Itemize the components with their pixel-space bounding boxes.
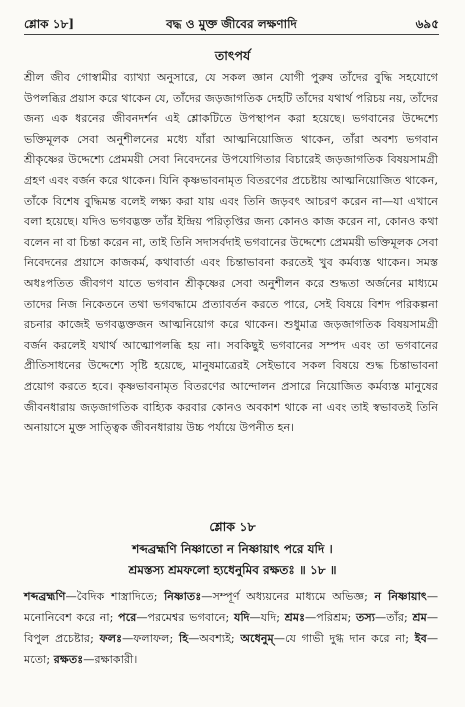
synonym-entry: তস্য—তাঁর;: [356, 610, 413, 624]
synonym-word: শ্রম: [412, 610, 427, 624]
synonym-word: ন নিষ্ণায়াৎ: [374, 589, 427, 603]
synonym-meaning: তাঁর: [386, 611, 405, 624]
synonym-word: অধেনুম্: [240, 631, 274, 645]
synonym-entry: রক্ষতঃ—রক্ষাকারী।: [53, 652, 138, 666]
header-verse-reference: শ্লোক ১৮]: [24, 17, 75, 31]
synonym-entry: যদি—যদি;: [234, 610, 285, 624]
synonym-word: যদি: [234, 610, 250, 624]
running-header: [24, 14, 439, 35]
synonym-meaning: ফলাফল: [133, 632, 170, 645]
synonym-meaning: বিপুল প্রচেষ্টার: [24, 632, 91, 645]
synonym-word: রক্ষতঃ: [53, 652, 84, 666]
synonym-entry: ন নিষ্ণায়াৎ—মনোনিবেশ করে না;: [24, 589, 438, 624]
synonym-entry: ইব—মতো;: [24, 631, 439, 666]
synonym-entry: পরে—পরমেশ্বর ভগবানে;: [118, 610, 235, 624]
synonym-meaning: যদি: [260, 611, 277, 624]
synonym-meaning: অবশ্যই: [199, 632, 231, 645]
purport-paragraph: শ্রীল জীব গোস্বামীর ব্যাখ্যা অনুসারে, যে সকল জ্ঞান যোগী পুরুষ তাঁদের বুদ্ধি সহযোগে উপলব্ধির প্রয়াস করে থাকেন যে, তাঁদের জড়জাগতিক দেহটি তাঁদের যথার্থ পরিচয় নয়, তাঁদের জন্য এক ধরনের জীবনদর্শন এই শ্লোকটিতে উপস্থাপন করা হয়েছে। ভগবানের উদ্দেশ্যে ভক্তিমূলক সেবা অনুশীলনের মধ্যে যাঁরা আত্মনিয়োজিত থাকেন, তাঁরা অবশ্য ভগবান শ্রীকৃষ্ণের উদ্দেশ্যে প্রেমময়ী সেবা নিবেদনের উপযোগিতার বিচারেই জড়জাগতিক বিষয়সামগ্রী গ্রহণ এবং বর্জন করে থাকেন। যিনি কৃষ্ণভাবনামৃত বিতরণের প্রচেষ্টায় আত্মনিয়োজিত থাকেন, তাঁকে বিশেষ বুদ্ধিমন্ত বলেই লক্ষ্য করা যায় এবং তিনি জড়বৎ আচরণ করেন না—যা এখানে বলা হয়েছে। যদিও ভগবদ্ভক্ত তাঁর ইন্দ্রিয় পরিতৃপ্তির জন্য কোনও কাজ করেন না, কোনও কথা বলেন না বা চিন্তা করেন না, তাই তিনি সদাসর্বদাই ভগবানের উদ্দেশ্যে প্রেমময়ী ভক্তিমূলক সেবা নিবেদনের প্রয়াসে কাজকর্ম, কথাবার্তা এবং চিন্তাভাবনা করতেই খুব কর্মব্যস্ত থাকেন। সমস্ত অধঃপতিত জীবগণ যাতে ভগবান শ্রীকৃষ্ণের সেবা অনুশীলন করে শুদ্ধতা অর্জনের মাধ্যমে তাদের নিজ নিকেতনে তথা ভগবদ্ধামে প্রত্যাবর্তন করতে পারে, সেই বিষয়ে বিশদ পরিকল্পনা রচনার কাজেই ভগবদ্ভক্তজন আত্মনিয়োগ করে থাকেন। শুধুমাত্র জড়জাগতিক বিষয়সামগ্রী বর্জন করলেই যথার্থ আত্মোপলব্ধি হয় না। সবকিছুই ভগবানের সম্পদ এবং তা ভগবানের প্রীতিসাধনের উদ্দেশ্যে সৃষ্টি হয়েছে, মানুষমাত্রেরই সেইভাবে সকল বিষয়ে শুদ্ধ চিন্তাভাবনা প্রয়োগ করতে হবে। কৃষ্ণভাবনামৃত বিতরণের আন্দোলন প্রসারে নিয়োজিত কর্মব্যস্ত মানুষের জীবনধারায় জড়জাগতিক বাহ্যিক করবার কোনও অবকাশ থাকে না এবং তাই স্বভাবতই তিনি অনায়াসে মুক্ত সাত্ত্বিক জীবনধারায় উচ্চ পর্যায়ে উপনীত হন।: [24, 71, 438, 435]
sanskrit-verse: [20, 539, 445, 581]
header-chapter-title: বদ্ধ ও মুক্ত জীবের লক্ষণাদি: [166, 17, 297, 31]
synonym-meaning: মতো: [24, 653, 47, 666]
synonym-word: শব্দব্রহ্মণি: [24, 589, 66, 603]
synonym-meaning: বৈদিক শাস্ত্রাদিতে: [76, 590, 154, 603]
synonym-meaning: রক্ষাকারী: [94, 653, 134, 666]
verse-title: শ্লোক ১৮: [209, 519, 256, 534]
synonym-word: তস্য: [356, 610, 376, 624]
page-number: ৬৯৫: [415, 17, 439, 31]
verse-line: শব্দব্রহ্মণি নিষ্ণাতো ন নিষ্ণায়াৎ পরে যদি ।: [132, 542, 333, 556]
synonym-entry: শব্দব্রহ্মণি—বৈদিক শাস্ত্রাদিতে;: [24, 589, 165, 603]
synonym-word: শ্রমঃ: [284, 610, 306, 624]
synonym-entry: শ্রমঃ—পরিশ্রম;: [284, 610, 356, 624]
word-synonyms: [24, 586, 438, 670]
synonym-entry: শ্রম—বিপুল প্রচেষ্টার;: [24, 610, 439, 645]
synonym-entry: ফলঃ—ফলাফল;: [99, 631, 180, 645]
synonym-entry: নিষ্ণাতঃ—সম্পূর্ণ অধ্যয়নের মাধ্যমে অভিজ্ঞ;: [164, 589, 375, 603]
synonym-word: নিষ্ণাতঃ: [164, 589, 202, 603]
synonym-word: হি: [179, 631, 189, 645]
synonym-meaning: পরমেশ্বর ভগবানে: [147, 611, 226, 624]
synonym-meaning: সম্পূর্ণ অধ্যয়নের মাধ্যমে অভিজ্ঞ: [212, 590, 365, 603]
synonym-entry: হি—অবশ্যই;: [179, 631, 241, 645]
synonym-meaning: মনোনিবেশ করে না: [24, 611, 110, 624]
synonym-meaning: পরিশ্রম: [316, 611, 348, 624]
synonym-meaning: যে গাভী দুগ্ধ দান করে না: [284, 632, 406, 645]
synonym-word: ফলঃ: [99, 631, 123, 645]
purport-body: [24, 68, 438, 439]
verse-line: শ্রমস্তস্য শ্রমফলো হ্যধেনুমিব রক্ষতঃ ॥ ১৮ ॥: [128, 563, 337, 577]
synonym-entry: অধেনুম্—যে গাভী দুগ্ধ দান করে না;: [240, 631, 415, 645]
purport-heading: তাৎপর্য: [214, 48, 251, 63]
synonym-word: পরে: [118, 610, 137, 624]
synonym-word: ইব: [414, 631, 427, 645]
